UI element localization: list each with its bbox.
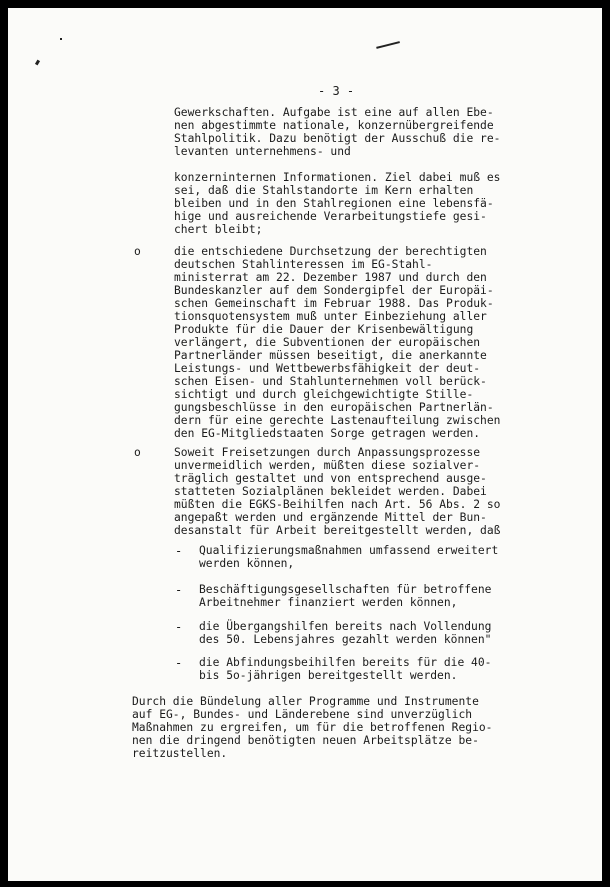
list-bullet: o (134, 245, 141, 258)
list-dash: - (175, 656, 183, 670)
list-dash: - (175, 583, 183, 597)
document-page (8, 8, 602, 881)
page-number: - 3 - (318, 84, 355, 98)
scan-mark (35, 60, 40, 66)
text-line: verlängert, die Subventionen der europäischen (174, 336, 481, 349)
text-line: schen Gemeinschaft im Februar 1988. Das Produk- (174, 297, 494, 310)
text-line: levanten unternehmens- und (174, 145, 351, 158)
text-line: statteten Sozialplänen bekleidet werden. Dabei (174, 485, 487, 498)
text-line: müßten die EGKS-Beihilfen nach Art. 56 Abs. 2 so (174, 498, 501, 511)
text-line: dern für eine gerechte Lastenaufteilung zwischen (174, 414, 501, 427)
text-line: Stahlpolitik. Dazu benötigt der Ausschuß die re- (174, 132, 501, 145)
scan-mark (60, 38, 62, 40)
list-bullet: o (134, 446, 141, 459)
scan-mark (376, 41, 400, 48)
text-line: Arbeitnehmer finanziert werden können, (199, 596, 458, 609)
text-line: ministerrat am 22. Dezember 1987 und durch den (174, 271, 487, 284)
text-line: Bundeskanzler auf dem Sondergipfel der Europäi- (174, 284, 494, 297)
text-line: deutschen Stahlinteressen im EG-Stahl- (174, 258, 433, 271)
text-line: desanstalt für Arbeit bereitgestellt werden, daß (174, 524, 501, 537)
list-dash: - (175, 620, 183, 634)
text-line: nen abgestimmte nationale, konzernübergreifende (174, 119, 494, 132)
text-line: Partnerländer müssen beseitigt, die anerkannte (174, 349, 487, 362)
text-line: tionsquotensystem muß unter Einbeziehung aller (174, 310, 487, 323)
text-line: unvermeidlich werden, müßten diese sozialver- (174, 459, 481, 472)
list-dash: - (175, 544, 183, 558)
text-line: konzerninternen Informationen. Ziel dabei muß es (174, 171, 501, 184)
text-line: nen die dringend benötigten neuen Arbeitsplätze be- (132, 734, 479, 747)
text-line: den EG-Mitgliedstaaten Sorge getragen werden. (174, 427, 481, 440)
text-line: hige und ausreichende Verarbeitungstiefe gesi- (174, 210, 487, 223)
text-line: träglich gestaltet und von entsprechend ausge- (174, 472, 487, 485)
text-line: gungsbeschlüsse in den europäischen Partnerlän- (174, 401, 494, 414)
text-line: bis 5o-jährigen bereitgestellt werden. (199, 669, 458, 682)
text-line: Soweit Freisetzungen durch Anpassungsprozesse (174, 446, 481, 459)
text-line: des 50. Lebensjahres gezahlt werden können" (199, 633, 492, 646)
text-line: angepaßt werden und ergänzende Mittel der Bun- (174, 511, 487, 524)
text-line: die Abfindungsbeihilfen bereits für die 40- (199, 656, 492, 669)
text-line: schen Eisen- und Stahlunternehmen voll berück- (174, 375, 487, 388)
text-line: Maßnahmen zu ergreifen, um für die betroffenen Regio- (132, 721, 493, 734)
text-line: reitzustellen. (132, 747, 228, 760)
text-line: Leistungs- und Wettbewerbsfähigkeit der deut- (174, 362, 481, 375)
text-line: chert bleibt; (174, 223, 263, 236)
text-line: sichtigt und durch gleichgewichtigte Stille- (174, 388, 474, 401)
text-line: die entschiedene Durchsetzung der berechtigten (174, 245, 487, 258)
text-line: die Übergangshilfen bereits nach Vollendung (199, 620, 492, 633)
text-line: Beschäftigungsgesellschaften für betroffene (199, 583, 492, 596)
text-line: bleiben und in den Stahlregionen eine lebensfä- (174, 197, 494, 210)
text-line: Durch die Bündelung aller Programme und Instrumente (132, 695, 479, 708)
text-line: auf EG-, Bundes- und Länderebene sind unverzüglich (132, 708, 473, 721)
text-line: Produkte für die Dauer der Krisenbewältigung (174, 323, 474, 336)
text-line: Gewerkschaften. Aufgabe ist eine auf allen Ebe- (174, 106, 494, 119)
text-line: sei, daß die Stahlstandorte im Kern erhalten (174, 184, 474, 197)
text-line: Qualifizierungsmaßnahmen umfassend erweitert (199, 544, 499, 557)
text-line: werden können, (199, 557, 295, 570)
